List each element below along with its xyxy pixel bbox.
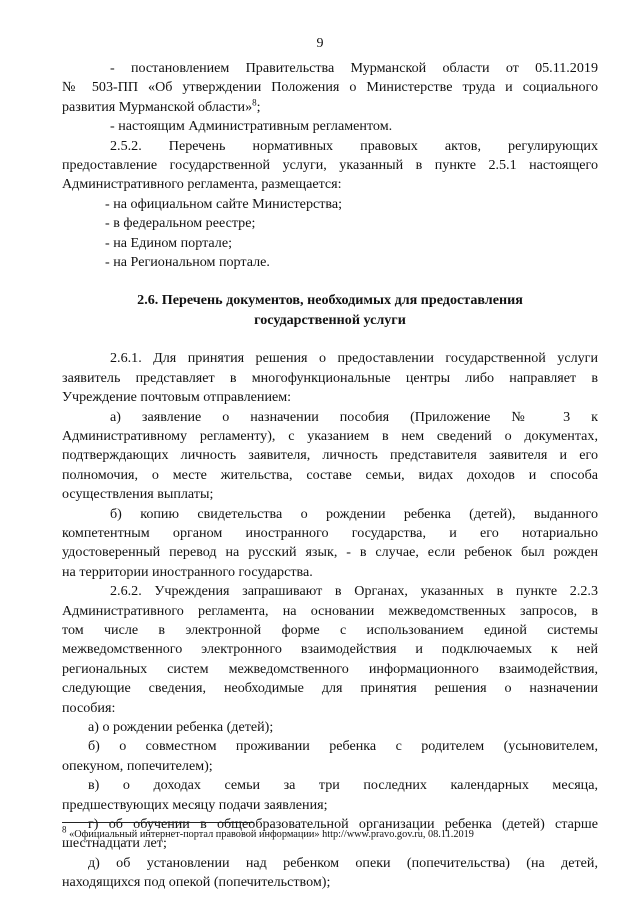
text-line: на территории иностранного государства. (62, 563, 313, 580)
text-line: 2.6.2. Учреждения запрашивают в Органах, указанных в пункте 2.2.3 (110, 583, 598, 600)
text-line: 2.6.1. Для принятия решения о предоставлении государственной услуги (110, 350, 598, 367)
footnote-mark: 8 (62, 824, 67, 835)
text-line: следующие сведения, необходимые для принятия решения о назначении (62, 680, 598, 697)
text-line: Административного регламента, размещается: (62, 176, 342, 193)
footnote-reference[interactable]: 8 (252, 97, 257, 108)
text-line: пособия: (62, 699, 116, 716)
text-line: находящихся под опекой (попечительством); (62, 874, 331, 891)
text-line: Административному регламенту), с указанием в нем сведений о документах, (62, 427, 598, 444)
list-item: б) о совместном проживании ребенка с родителем (усыновителем, (88, 738, 598, 755)
text-line (62, 98, 598, 117)
text-fragment: ; (256, 98, 261, 115)
list-item: в) о доходах семьи за три последних календарных месяца, (88, 777, 598, 794)
text-line: региональных систем межведомственного информационного взаимодействия, (62, 660, 598, 677)
footnote-text: «Официальный интернет-портал правовой информации» http://www.pravo.gov.ru, 08.11.2019 (66, 829, 474, 840)
list-item: а) о рождении ребенка (детей); (88, 719, 274, 735)
text-line: шестнадцати лет; (62, 835, 167, 852)
text-line: 2.5.2. Перечень нормативных правовых актов, регулирующих (110, 137, 598, 154)
text-line: межведомственного электронного взаимодействия и подключаемых к ней (62, 641, 598, 658)
text-line: - настоящим Административным регламентом. (110, 118, 393, 135)
text-line: подтверждающих личность заявителя, личность представителя заявителя и его (62, 447, 598, 464)
list-item: - в федеральном реестре; (105, 215, 256, 232)
text-line: предоставление государственной услуги, указанный в пункте 2.5.1 настоящего (62, 157, 598, 174)
text-line: полномочия, о месте жительства, составе семьи, видах доходов и способа (62, 466, 598, 483)
text-line: - постановлением Правительства Мурманской области от 05.11.2019 (110, 60, 598, 76)
heading-line: государственной услуги (254, 311, 406, 328)
section-heading (62, 291, 598, 330)
text-line: № 503-ПП «Об утверждении Положения о Министерстве труда и социального (62, 79, 598, 96)
text-line: осуществления выплаты; (62, 486, 214, 503)
text-fragment: развития Мурманской области» (62, 98, 253, 115)
text-line: заявитель представляет в многофункциональные центры либо направляет в (62, 369, 598, 386)
list-item: г) об обучении в общеобразовательной организации ребенка (детей) старше (88, 816, 598, 833)
page-number: 9 (316, 36, 324, 51)
text-line: том числе в электронной форме с использованием единой системы (62, 621, 598, 638)
text-line: Административного регламента, на основании межведомственных запросов, в (62, 602, 598, 619)
list-item: - на Региональном портале. (105, 254, 270, 271)
text-line: предшествующих месяцу подачи заявления; (62, 796, 328, 813)
footnote-divider (62, 822, 254, 823)
text-line: Учреждение почтовым отправлением: (62, 389, 292, 406)
list-item: д) об установлении над ребенком опеки (попечительства) (на детей, (88, 854, 598, 871)
text-line: б) копию свидетельства о рождении ребенка (детей), выданного (110, 505, 598, 522)
list-item: - на Едином портале; (105, 234, 232, 251)
list-item: - на официальном сайте Министерства; (105, 195, 343, 212)
heading-line: 2.6. Перечень документов, необходимых для предоставления (137, 292, 523, 309)
text-line: опекуном, попечителем); (62, 757, 213, 774)
text-line: компетентным органом иностранного государства, и его нотариально (62, 524, 598, 541)
document-body (62, 59, 598, 893)
text-line: а) заявление о назначении пособия (Приложение № 3 к (110, 408, 598, 425)
text-line: удостоверенный перевод на русский язык, - в случае, если ребенок был рожден (62, 544, 598, 561)
